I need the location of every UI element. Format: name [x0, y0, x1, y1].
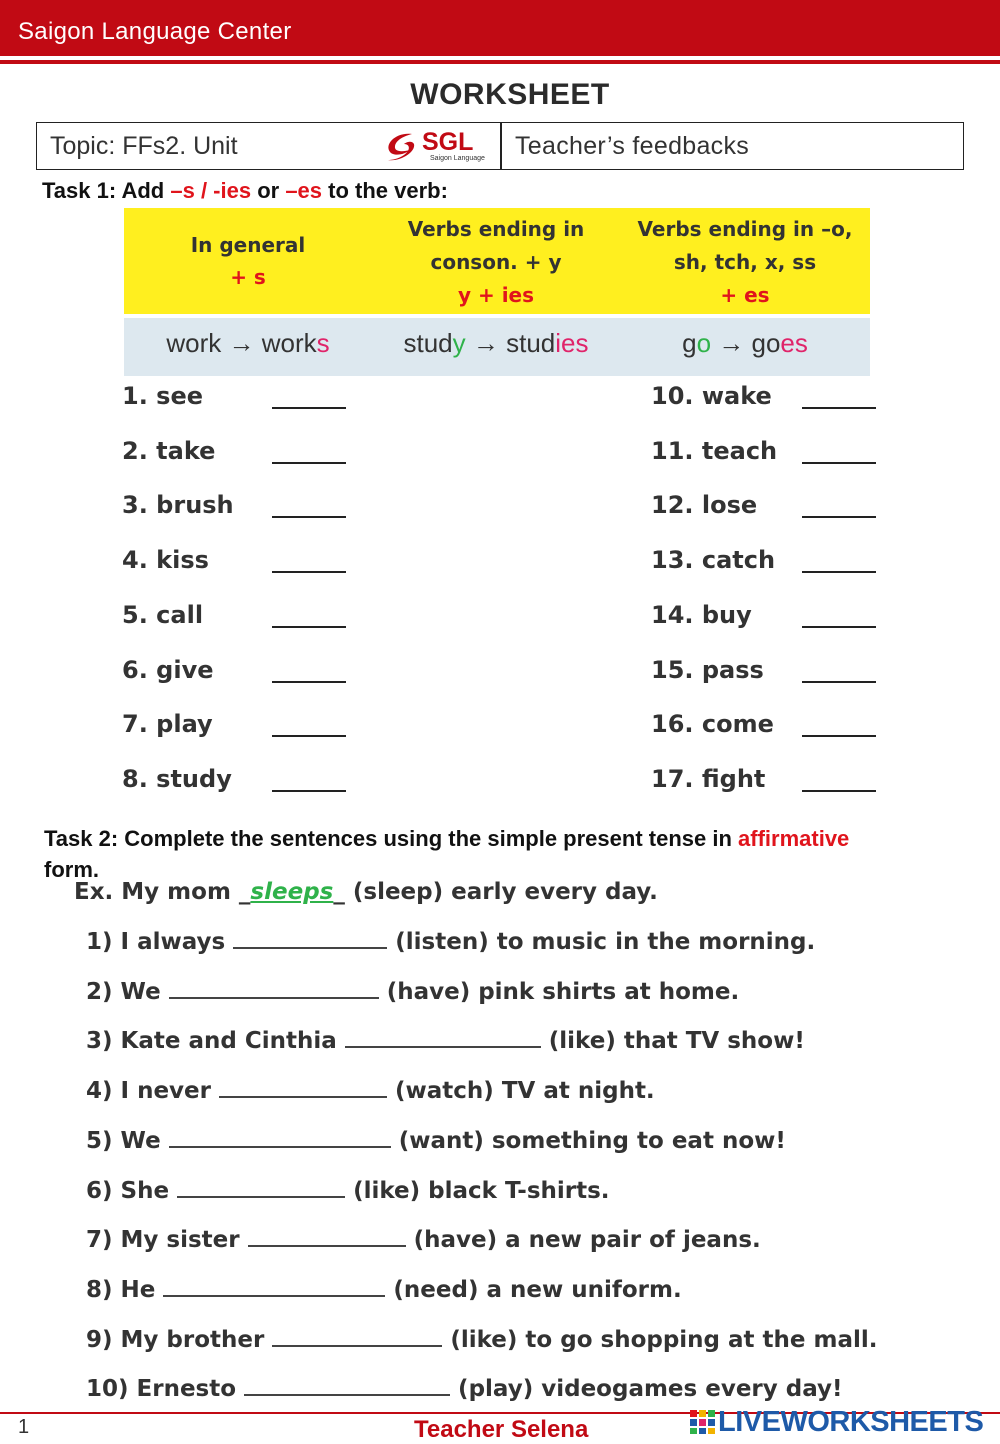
rule-o-sh-tch-line2: sh, tch, x, ss — [673, 250, 817, 274]
sentence-after: (like) that TV show! — [540, 1028, 805, 1055]
verb-answer-blank[interactable] — [272, 626, 346, 628]
sentence-after: (have) pink shirts at home. — [378, 978, 740, 1005]
sentence-after: (need) a new uniform. — [385, 1276, 682, 1303]
verb-item: 5. call — [122, 600, 204, 629]
sentence-before: 7) My sister — [86, 1227, 248, 1254]
sgl-logo — [382, 128, 498, 166]
sentence-item — [86, 1178, 610, 1204]
example-stem: stud — [506, 328, 556, 358]
teacher-name: Teacher Selena — [414, 1416, 589, 1443]
sentence-answer-blank[interactable] — [219, 1078, 387, 1098]
verb-answer-blank[interactable] — [802, 516, 876, 518]
sentence-answer-blank[interactable] — [248, 1227, 406, 1247]
verb-item: 14. buy — [651, 600, 752, 629]
sentence-after: (like) black T-shirts. — [345, 1177, 610, 1204]
task2-title-line2: form. — [44, 857, 99, 882]
verb-item: 10. wake — [651, 382, 772, 410]
verb-item: 6. give — [122, 655, 214, 684]
sentence-item — [86, 1078, 655, 1104]
sentence-before: 9) My brother — [86, 1326, 273, 1353]
example-stem: work — [261, 328, 317, 358]
example-suffix: ies — [555, 328, 589, 358]
sentence-before: 10) Ernesto — [86, 1376, 245, 1403]
task1-title-end: to the verb: — [322, 178, 448, 203]
verb-item: 3. brush — [122, 491, 234, 520]
rule-consonant-y — [372, 213, 620, 312]
example-answer: sleeps — [250, 879, 334, 905]
header-divider — [0, 60, 1000, 64]
task1-title-or: or — [251, 178, 286, 203]
verb-item: 12. lose — [651, 491, 758, 520]
verb-item: 7. play — [122, 710, 213, 739]
sentence-item — [86, 979, 739, 1005]
rule-consonant-y-add: y + ies — [457, 283, 535, 307]
rule-example-go — [620, 328, 870, 359]
example-base-mark: y — [452, 328, 466, 358]
arrow-icon: → — [465, 328, 507, 358]
sentence-after: (have) a new pair of jeans. — [405, 1227, 761, 1254]
verb-item: 16. come — [651, 710, 774, 739]
sentence-before: 3) Kate and Cinthia — [86, 1028, 345, 1055]
verb-answer-blank[interactable] — [802, 407, 876, 409]
verb-answer-blank[interactable] — [802, 735, 876, 737]
example-suffix: s — [316, 328, 330, 358]
sentence-before: 6) She — [86, 1177, 178, 1204]
header-title: Saigon Language Center — [18, 18, 292, 45]
verb-answer-blank[interactable] — [272, 516, 346, 518]
sentence-answer-blank[interactable] — [177, 1178, 345, 1198]
example-stem: go — [751, 328, 781, 358]
verb-item: 13. catch — [651, 546, 776, 575]
example-suffix: es — [780, 328, 808, 358]
verb-answer-blank[interactable] — [272, 407, 346, 409]
sentence-before: 4) I never — [86, 1078, 220, 1105]
rule-o-sh-tch-line1: Verbs ending in –o, — [637, 217, 853, 241]
sentence-item — [86, 1376, 843, 1402]
rule-consonant-y-line2: conson. + y — [430, 250, 562, 274]
rule-example-work — [124, 328, 372, 359]
sentence-item — [86, 1227, 761, 1253]
logo-subtext: Saigon Language — [430, 155, 485, 162]
sentence-answer-blank[interactable] — [233, 929, 387, 949]
logo-text: SGL — [422, 128, 474, 156]
task1-title-prefix: Task 1: Add — [42, 178, 171, 203]
sentence-answer-blank[interactable] — [244, 1376, 450, 1396]
verb-answer-blank[interactable] — [802, 571, 876, 573]
liveworksheets-brand: LIVEWORKSHEETS — [718, 1406, 984, 1438]
topic-label: Topic: FFs2. Unit — [50, 132, 238, 160]
verb-item: 15. pass — [651, 655, 764, 684]
sentence-item — [86, 1128, 786, 1154]
verb-answer-blank[interactable] — [272, 462, 346, 464]
task2-title-affirmative: affirmative — [738, 826, 850, 851]
arrow-icon: → — [221, 328, 262, 358]
task2-title-prefix: Task 2: Complete the sentences using the simple present tense in — [44, 826, 739, 851]
sentence-answer-blank[interactable] — [272, 1327, 442, 1347]
sentence-after: (listen) to music in the morning. — [387, 929, 816, 955]
task1-title-suffix-es: –es — [285, 178, 323, 203]
rule-general-add: + s — [230, 265, 266, 289]
spelling-rules-table — [124, 208, 870, 376]
verb-answer-blank[interactable] — [272, 681, 346, 683]
rule-general-label: In general — [190, 233, 306, 257]
topic-box-divider — [500, 123, 502, 170]
sgl-swoosh-icon — [382, 130, 422, 164]
example-before: Ex. My mom _ — [74, 879, 251, 905]
verb-answer-blank[interactable] — [802, 790, 876, 792]
sentence-before: 5) We — [86, 1127, 169, 1154]
rule-consonant-y-line1: Verbs ending in — [407, 217, 585, 241]
sentence-before: 1) I always — [86, 929, 234, 955]
example-after: _ (sleep) early every day. — [333, 879, 658, 905]
sentence-after: (play) videogames every day! — [450, 1376, 843, 1403]
liveworksheets-logo-icon — [690, 1410, 716, 1434]
page-number: 1 — [18, 1416, 30, 1438]
verb-answer-blank[interactable] — [802, 681, 876, 683]
rule-o-sh-tch — [620, 213, 870, 312]
sentence-item — [86, 929, 815, 955]
arrow-icon: → — [711, 328, 752, 358]
sentence-item — [86, 1327, 878, 1353]
task2-title — [44, 826, 849, 852]
verb-item: 4. kiss — [122, 546, 209, 575]
verb-item: 1. see — [122, 382, 204, 410]
feedback-label: Teacher’s feedbacks — [515, 132, 750, 160]
verb-item: 11. teach — [651, 436, 778, 465]
example-base: g — [682, 328, 697, 358]
verb-answer-blank[interactable] — [272, 571, 346, 573]
sentence-after: (watch) TV at night. — [387, 1078, 655, 1105]
sentence-before: 2) We — [86, 978, 169, 1005]
verb-item: 2. take — [122, 436, 216, 465]
sentence-after: (like) to go shopping at the mall. — [442, 1326, 878, 1353]
rule-general — [124, 229, 372, 292]
worksheet-title: WORKSHEET — [410, 78, 610, 111]
sentence-item — [86, 1277, 682, 1303]
sentence-answer-blank[interactable] — [169, 1128, 391, 1148]
rule-o-sh-tch-add: + es — [720, 283, 770, 307]
sentence-answer-blank[interactable] — [345, 1028, 541, 1048]
sentence-before: 8) He — [86, 1276, 164, 1303]
example-base: work — [166, 328, 222, 358]
rule-example-study — [372, 328, 620, 359]
verb-item: 8. study — [122, 764, 232, 793]
example-base-mark: o — [696, 328, 712, 358]
sentence-after: (want) something to eat now! — [390, 1127, 786, 1154]
sentence-item — [86, 1028, 805, 1054]
sentence-answer-blank[interactable] — [169, 979, 379, 999]
verb-answer-blank[interactable] — [802, 462, 876, 464]
verb-answer-blank[interactable] — [272, 735, 346, 737]
verb-answer-blank[interactable] — [272, 790, 346, 792]
example-sentence — [74, 879, 658, 905]
verb-answer-blank[interactable] — [802, 626, 876, 628]
task1-title — [42, 178, 448, 204]
task1-title-suffix-s-ies: –s / -ies — [170, 178, 252, 203]
sentence-answer-blank[interactable] — [163, 1277, 385, 1297]
example-base: stud — [403, 328, 453, 358]
verb-item: 17. fight — [651, 764, 766, 793]
